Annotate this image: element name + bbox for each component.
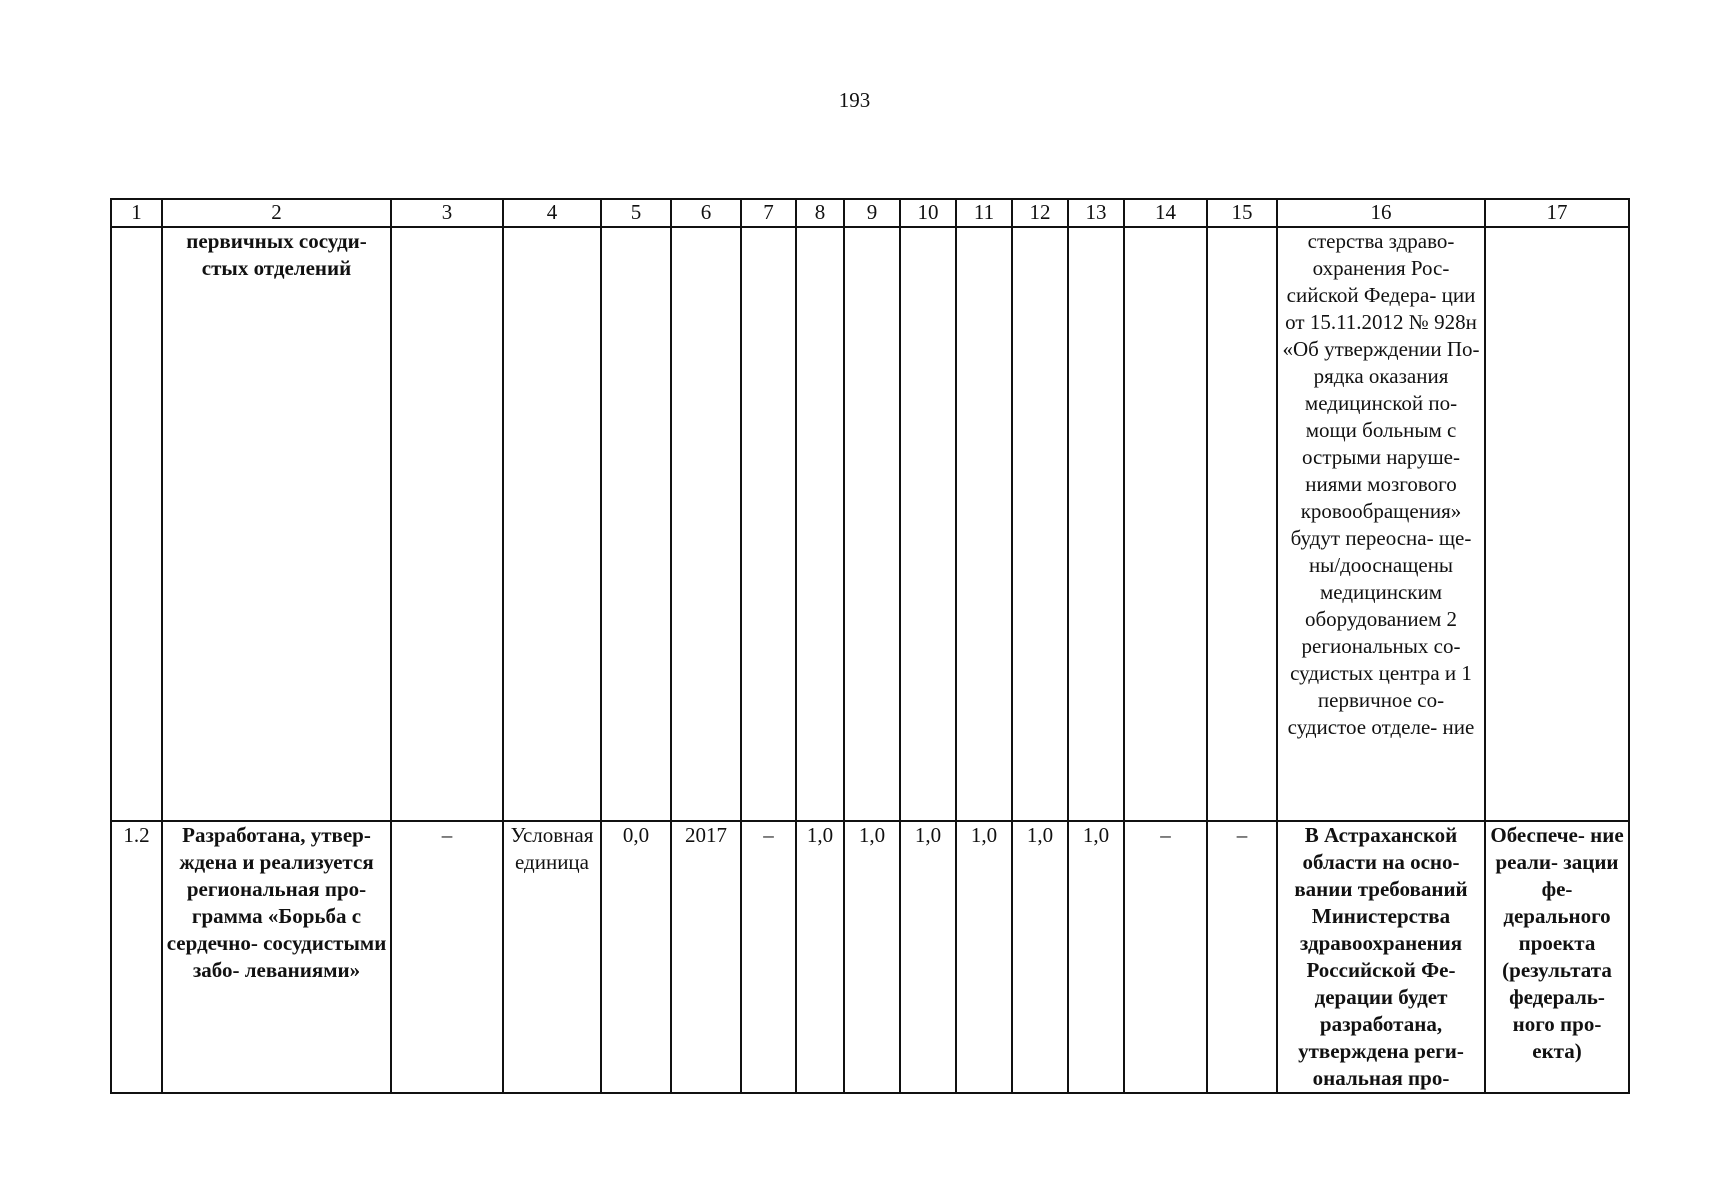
cell-name: первичных сосуди- стых отделений	[162, 227, 391, 821]
cell-result: Обеспече- ние реали- зации фе- дерального проекта (результата федераль- ного про- екта)	[1485, 821, 1629, 1093]
column-header-15: 15	[1207, 199, 1277, 227]
cell-col8: 1,0	[796, 821, 844, 1093]
cell-col13: 1,0	[1068, 821, 1124, 1093]
cell-base-value: 0,0	[601, 821, 671, 1093]
cell-col12: 1,0	[1012, 821, 1068, 1093]
cell-col11	[956, 227, 1012, 821]
cell-col13	[1068, 227, 1124, 821]
cell-col15: –	[1207, 821, 1277, 1093]
cell-col14	[1124, 227, 1207, 821]
cell-col14: –	[1124, 821, 1207, 1093]
column-header-4: 4	[503, 199, 601, 227]
column-header-17: 17	[1485, 199, 1629, 227]
cell-col9	[844, 227, 900, 821]
column-header-1: 1	[111, 199, 162, 227]
page-number: 193	[838, 88, 871, 112]
cell-col7: –	[741, 821, 796, 1093]
cell-number: 1.2	[111, 821, 162, 1093]
cell-col11: 1,0	[956, 821, 1012, 1093]
column-header-16: 16	[1277, 199, 1485, 227]
cell-description: стерства здраво- охранения Рос- сийской Федера- ции от 15.11.2012 № 928н «Об утверждении По- рядка оказания медицинской по- мощи больным с острыми наруше- ниями мозгового кровообращения» будут переосна- ще- ны/дооснащены медицинским оборудованием 2 региональных со- судистых центра и 1 первичное со- судистое отделе- ние	[1277, 227, 1485, 821]
cell-name: Разработана, утвер- ждена и реализуется региональная про- грамма «Борьба с сердечно- сосудистыми забо- леваниями»	[162, 821, 391, 1093]
cell-col3: –	[391, 821, 503, 1093]
column-header-12: 12	[1012, 199, 1068, 227]
column-header-11: 11	[956, 199, 1012, 227]
column-header-6: 6	[671, 199, 741, 227]
cell-col10: 1,0	[900, 821, 956, 1093]
cell-col8	[796, 227, 844, 821]
cell-result	[1485, 227, 1629, 821]
cell-base-year	[671, 227, 741, 821]
column-header-5: 5	[601, 199, 671, 227]
column-header-3: 3	[391, 199, 503, 227]
cell-col9: 1,0	[844, 821, 900, 1093]
cell-col10	[900, 227, 956, 821]
cell-unit: Условная единица	[503, 821, 601, 1093]
column-header-13: 13	[1068, 199, 1124, 227]
column-header-10: 10	[900, 199, 956, 227]
cell-unit	[503, 227, 601, 821]
column-header-7: 7	[741, 199, 796, 227]
data-table	[110, 198, 1630, 1094]
column-header-9: 9	[844, 199, 900, 227]
cell-col15	[1207, 227, 1277, 821]
cell-base-value	[601, 227, 671, 821]
cell-base-year: 2017	[671, 821, 741, 1093]
table-row	[111, 227, 1629, 821]
cell-description: В Астраханской области на осно- вании требований Министерства здравоохранения Российской Фе- дерации будет разработана, утверждена реги- ональная про-	[1277, 821, 1485, 1093]
cell-col12	[1012, 227, 1068, 821]
cell-number	[111, 227, 162, 821]
header-row	[111, 199, 1629, 227]
column-header-2: 2	[162, 199, 391, 227]
cell-col3	[391, 227, 503, 821]
column-header-8: 8	[796, 199, 844, 227]
column-header-14: 14	[1124, 199, 1207, 227]
table-row	[111, 821, 1629, 1093]
cell-col7	[741, 227, 796, 821]
